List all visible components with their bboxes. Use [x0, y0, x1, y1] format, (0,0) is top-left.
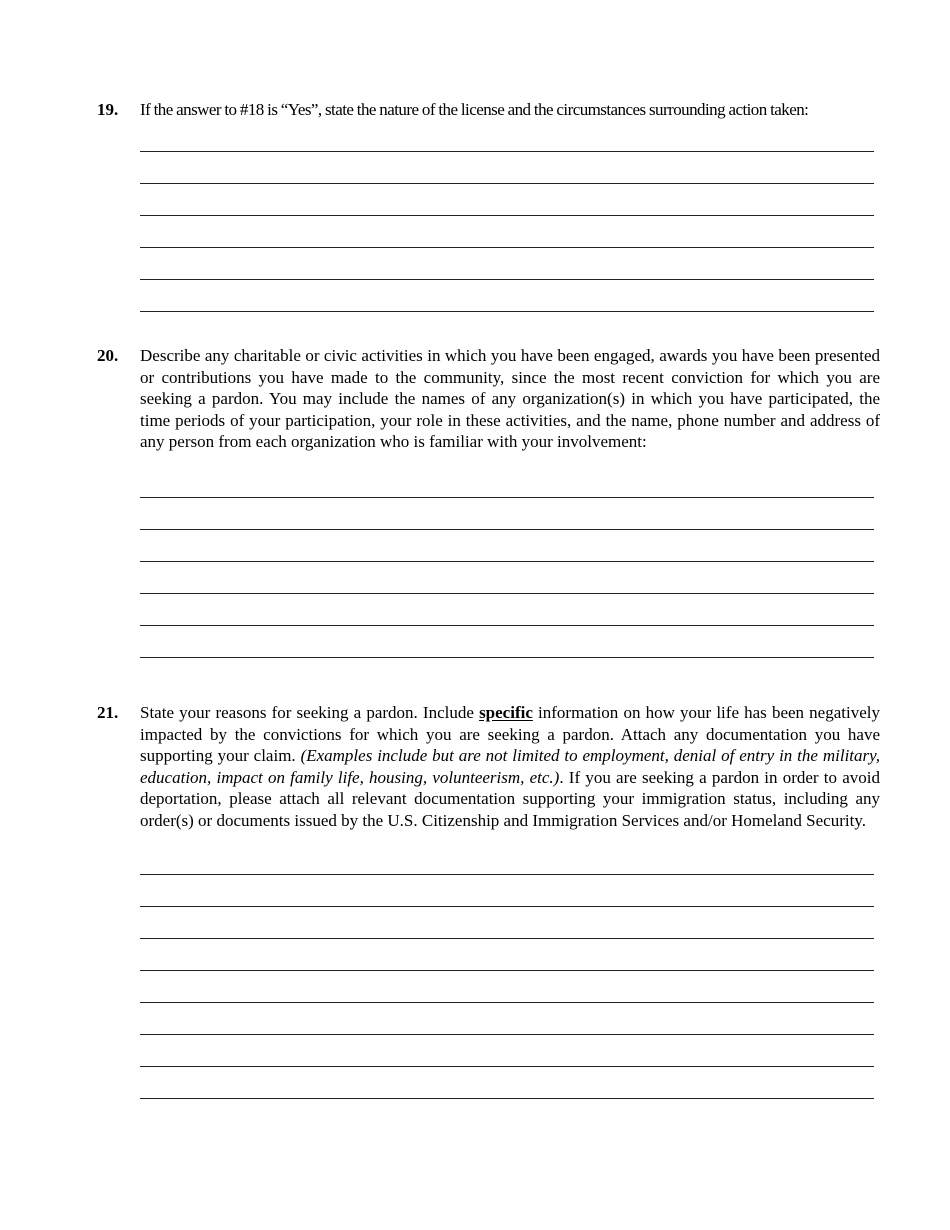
question-text: Describe any charitable or civic activities in which you have been engaged, awards you have been presented or contributions you have made to the community, since the most recent conviction for which you are seeking a pardon. You may include the names of any organization(s) in which you have participated, the time periods of your participation, your role in these activities, and the name, phone number and address of any person from each organization who is familiar with your involvement: — [140, 346, 880, 451]
answer-line[interactable] — [140, 311, 874, 312]
answer-line[interactable] — [140, 1098, 874, 1099]
answer-line[interactable] — [140, 497, 874, 498]
answer-line[interactable] — [140, 1066, 874, 1067]
question-number: 19. — [97, 100, 119, 119]
answer-line[interactable] — [140, 1034, 874, 1035]
question-number: 21. — [97, 703, 119, 722]
answer-line[interactable] — [140, 529, 874, 530]
answer-line[interactable] — [140, 247, 874, 248]
answer-line[interactable] — [140, 561, 874, 562]
answer-line[interactable] — [140, 593, 874, 594]
answer-line[interactable] — [140, 151, 874, 152]
question-text-part: . If you are seeking a pardon in order to avoid deportation, please attach all relevant documentation supporting your immigration status, including any order(s) or documents issued by the U.S. Citizenship and Immigration Services and/or Homeland Security. — [140, 767, 881, 830]
answer-line[interactable] — [140, 970, 874, 971]
answer-line[interactable] — [140, 215, 874, 216]
answer-line[interactable] — [140, 1002, 874, 1003]
answer-line[interactable] — [140, 279, 874, 280]
answer-line[interactable] — [140, 938, 874, 939]
answer-line[interactable] — [140, 657, 874, 658]
question-text — [140, 702, 880, 831]
examples-italic: (Examples include but are not limited to employment, denial of entry in the military, education, impact on family life, housing, volunteerism, etc.) — [140, 746, 880, 787]
question-text: If the answer to #18 is “Yes”, state the nature of the license and the circumstances surrounding action taken: — [140, 100, 809, 119]
answer-line[interactable] — [140, 906, 874, 907]
answer-line[interactable] — [140, 874, 874, 875]
question-text-part: State your reasons for seeking a pardon. Include — [140, 703, 480, 722]
answer-line[interactable] — [140, 183, 874, 184]
emphasis-specific: specific — [479, 703, 533, 722]
answer-line[interactable] — [140, 625, 874, 626]
question-number: 20. — [97, 346, 119, 365]
question-text-part: information on how your life has been negatively impacted by the convictions for which you are seeking a pardon. Attach any documentation you have supporting your claim. — [140, 703, 880, 765]
